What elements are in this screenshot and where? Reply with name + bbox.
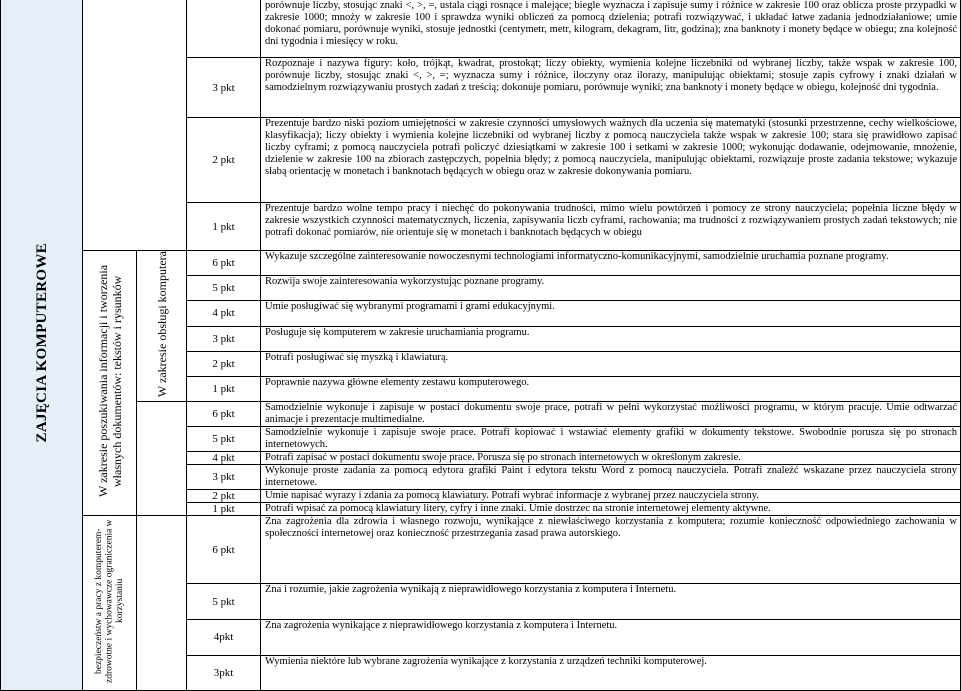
criteria-text: Potrafi posługiwać się myszką i klawiaturą.	[261, 351, 961, 376]
criteria-text: Zna zagrożenia dla zdrowia i własnego rozwoju, wynikające z niewłaściwego korzystania z komputera; rozumie konieczność odpowiedniego zachowania w społeczności internetowej oraz konieczność przestrzegania zasad prawa autorskiego.	[261, 516, 961, 584]
score-cell: 2 pkt	[187, 118, 261, 203]
criteria-text: Umie posługiwać się wybranymi programami i grami edukacyjnymi.	[261, 301, 961, 326]
area-label: bezpieczeństw a pracy z komputerem- zdrowotne i wychowawcze ograniczenia w korzystaniu	[93, 519, 125, 683]
score-cell: 6 pkt	[187, 516, 261, 584]
criteria-text: Wykazuje szczególne zainteresowanie nowoczesnymi technologiami informatyczno-komunikacyjnymi, samodzielnie uruchamia poznane programy.	[261, 251, 961, 276]
criteria-text: Rozpoznaje i nazywa figury: koło, trójkąt, kwadrat, prostokąt; liczy obiekty, wymienia kolejne liczebniki od wybranej liczby, także wspak w zakresie 100, porównuje liczby, stosując znaki <, >, =; wyznacza sumy i różnice, iloczyny oraz ilorazy, manipulując obiektami; stosuje zapis cyfrowy i znaki działań w samodzielnym rozwiązywaniu prostych zadań z treścią; dokonuje pomiaru, porównuje wyniki; zna banknoty i monety będące w obiegu, kolejność dni tygodnia.	[261, 58, 961, 118]
criteria-text: Potrafi zapisać w postaci dokumentu swoje prace. Porusza się po stronach internetowych w określonym zakresie.	[261, 452, 961, 465]
score-cell: 5 pkt	[187, 427, 261, 452]
score-cell: 3 pkt	[187, 465, 261, 490]
score-cell: 4pkt	[187, 619, 261, 655]
table-row	[1, 251, 961, 276]
area-label: W zakresie obsługi komputera	[154, 251, 169, 398]
criteria-text: Samodzielnie wykonuje i zapisuje swoje prace. Potrafi kopiować i wstawiać elementy grafiki w dokumenty tekstowe. Swobodnie porusza się po stronach internetowych.	[261, 427, 961, 452]
score-cell: 3 pkt	[187, 326, 261, 351]
area-cell-computer	[137, 251, 187, 402]
criteria-text: Samodzielnie wykonuje i zapisuje w postaci dokumentu swoje prace, potrafi w pełni wykorzystać możliwości programu, w którym pracuje. Umie odtwarzać animacje i prezentacje multimedialne.	[261, 402, 961, 427]
criteria-text: Wymienia niektóre lub wybrane zagrożenia wynikające z korzystania z urządzeń techniki komputerowej.	[261, 655, 961, 691]
criteria-text: Prezentuje bardzo niski poziom umiejętności w zakresie czynności umysłowych ważnych dla uczenia się matematyki (stosunki przestrzenne, cechy wielkościowe, klasyfikacja); liczy obiekty i wymienia kolejne liczebniki od wybranej liczby z pomocą nauczyciela także wspak w zakresie 100; stara się prawidłowo zapisać liczby cyframi; z pomocą nauczyciela potrafi policzyć dziesiątkami w zakresie 100 i setkami w zakresie 1000; wykonując dodawanie, odejmowanie, mnożenie, dzielenie w zakresie 100 na zbiorach zastępczych, popełnia błędy; z pomocą nauczyciela, manipulując obiektami, rozwiązuje proste zadania tekstowe; wykazuje słabą orientację w monetach i banknotach będących w obiegu oraz w zakresie dokonywania pomiaru.	[261, 118, 961, 203]
criteria-text: porównuje liczby, stosując znaki <, >, =, ustala ciągi rosnące i malejące; biegle wyznacza i zapisuje sumy i różnice w zakresie 100 oraz oblicza proste przypadki w zakresie 1000; mnoży w zakresie 100 i sprawdza wyniki obliczeń za pomocą dzielenia; potrafi rozwiązywać, i układać łatwe zadania jednodziałaniowe; umie dokonać pomiaru, porównuje wyniki, stosuje jednostki (centymetr, metr, kilogram, dekagram, litr, godzina); zna banknoty i monety będące w obiegu; zna kolejność dni tygodnia i miesięcy w roku.	[261, 0, 961, 58]
score-cell: 2 pkt	[187, 490, 261, 503]
table-row	[1, 402, 961, 427]
criteria-text: Umie napisać wyrazy i zdania za pomocą klawiatury. Potrafi wybrać informacje z wybranej przez nauczyciela strony.	[261, 490, 961, 503]
criteria-text: Rozwija swoje zainteresowania wykorzystując poznane programy.	[261, 276, 961, 301]
subject-title: ZAJĘCIA KOMPUTEROWE	[33, 243, 50, 443]
criteria-text: Zna i rozumie, jakie zagrożenia wynikają z nieprawidłowego korzystania z komputera i Internetu.	[261, 584, 961, 620]
score-cell: 6 pkt	[187, 402, 261, 427]
area-cell-safety	[83, 516, 137, 691]
table-row	[1, 516, 961, 584]
table-row	[1, 0, 961, 58]
score-cell: 1 pkt	[187, 203, 261, 251]
score-cell: 1 pkt	[187, 503, 261, 516]
score-cell: 4 pkt	[187, 452, 261, 465]
criteria-text: Prezentuje bardzo wolne tempo pracy i niechęć do pokonywania trudności, mimo wielu powtórzeń i pomocy ze strony nauczyciela; popełnia liczne błędy w zakresie wszystkich czynności matematycznych, liczenia, zapisywania liczb cyframi, rachowania; ma trudności z rozwiązywaniem prostych zadań tekstowych; nie potrafi dokonać pomiarów, nie orientuje się w monetach i banknotach będących w obiegu	[261, 203, 961, 251]
criteria-text: Zna zagrożenia wynikające z nieprawidłowego korzystania z komputera i Internetu.	[261, 619, 961, 655]
criteria-text: Wykonuje proste zadania za pomocą edytora grafiki Paint i edytora tekstu Word z pomocą nauczyciela. Potrafi znaleźć wskazane przez nauczyciela strony internetowe.	[261, 465, 961, 490]
area-cell-info	[83, 251, 137, 516]
criteria-text: Poprawnie nazywa główne elementy zestawu komputerowego.	[261, 376, 961, 401]
score-cell: 6 pkt	[187, 251, 261, 276]
criteria-text: Potrafi wpisać za pomocą klawiatury litery, cyfry i inne znaki. Umie dostrzec na stronie internetowej elementy aktywne.	[261, 503, 961, 516]
score-cell: 1 pkt	[187, 376, 261, 401]
score-cell: 3 pkt	[187, 58, 261, 118]
criteria-text: Posługuje się komputerem w zakresie uruchamiania programu.	[261, 326, 961, 351]
blank-cell	[137, 516, 187, 691]
area-label: W zakresie poszukiwania informacji i tworzenia własnych dokumentów: tekstów i rysunków	[95, 265, 124, 498]
blank-cell	[137, 402, 187, 516]
area-cell-math	[83, 0, 187, 251]
subject-cell	[1, 0, 83, 691]
score-cell: 5 pkt	[187, 276, 261, 301]
score-cell: 4 pkt	[187, 301, 261, 326]
score-cell	[187, 0, 261, 58]
score-cell: 5 pkt	[187, 584, 261, 620]
score-cell: 3pkt	[187, 655, 261, 691]
score-cell: 2 pkt	[187, 351, 261, 376]
